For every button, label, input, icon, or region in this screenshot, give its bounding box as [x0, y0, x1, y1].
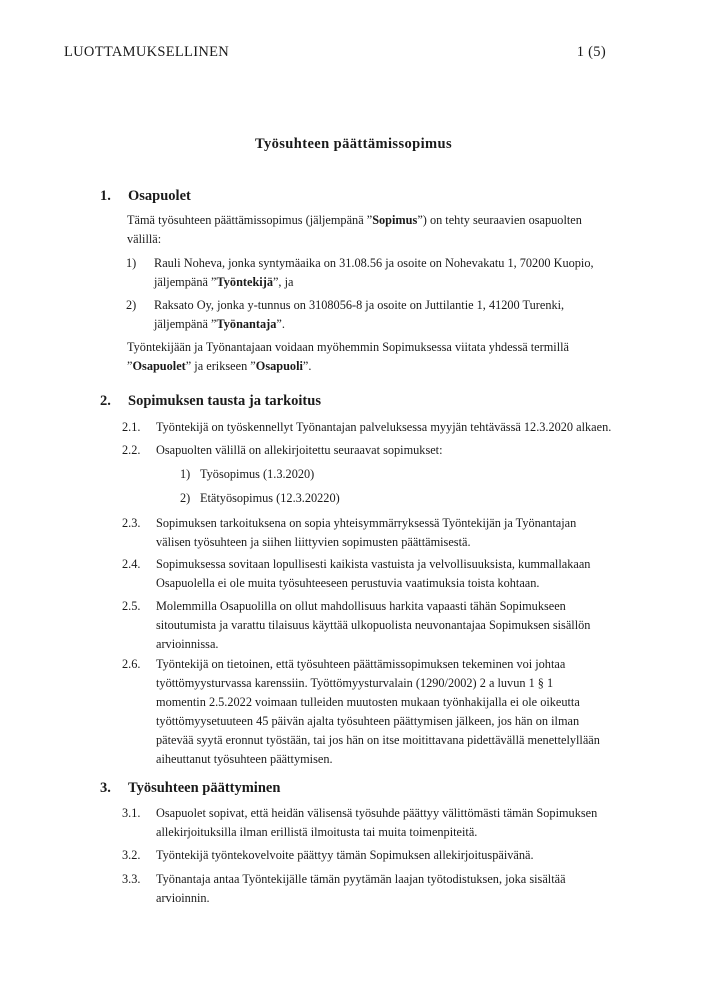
section-1-outro: Työntekijään ja Työnantajaan voidaan myöhemmin Sopimuksessa viitata yhdessä termillä ”Osapuolet” ja erikseen ”Osapuoli”.: [127, 340, 570, 373]
item-text: Osapuolet sopivat, että heidän välisensä työsuhde päättyy välittömästi tämän Sopimuksen allekirjoituksilla ilman erillistä ilmoitusta tai muita toimenpiteitä.: [156, 806, 598, 839]
section-number: 3.: [100, 780, 111, 796]
party-number: 2): [126, 298, 137, 312]
item-number: 3.2.: [122, 848, 141, 862]
sub-item-number: 2): [180, 491, 191, 505]
section-title: Työsuhteen päättyminen: [128, 780, 281, 796]
section-1-intro: Tämä työsuhteen päättämissopimus (jäljempänä ”Sopimus”) on tehty seuraavien osapuolten välillä:: [127, 213, 582, 246]
header-left: LUOTTAMUKSELLINEN: [64, 44, 230, 60]
item-text: Sopimuksessa sovitaan lopullisesti kaikista vastuista ja velvollisuuksista, kummallakaan Osapuolella ei ole muita työsuhteeseen perustuvia vaatimuksia toista kohtaan.: [156, 557, 591, 590]
party-text: Raksato Oy, jonka y-tunnus on 3108056-8 ja osoite on Juttilantie 1, 41200 Turenki, jäljempänä ”Työnantaja”.: [154, 298, 565, 331]
section-title: Sopimuksen tausta ja tarkoitus: [128, 393, 321, 409]
item-text: Molemmilla Osapuolilla on ollut mahdollisuus harkita vapaasti tähän Sopimukseen sitoutumista ja varattu tilaisuus käyttää ulkopuolista neuvonantajaa Sopimuksen sisällön arvioinnissa.: [156, 599, 591, 651]
item-number: 2.2.: [122, 443, 141, 457]
party-number: 1): [126, 256, 137, 270]
item-number: 2.6.: [122, 657, 141, 671]
sub-item-text: Työsopimus (1.3.2020): [200, 467, 315, 481]
item-text: Työntekijä on työskennellyt Työnantajan palveluksessa myyjän tehtävässä 12.3.2020 alkaen.: [156, 420, 612, 434]
sub-item-text: Etätyösopimus (12.3.20220): [200, 491, 340, 505]
item-number: 3.1.: [122, 806, 141, 820]
item-number: 2.3.: [122, 516, 141, 530]
sub-item-number: 1): [180, 467, 191, 481]
section-number: 1.: [100, 188, 111, 204]
section-number: 2.: [100, 393, 111, 409]
item-number: 2.4.: [122, 557, 141, 571]
page-number: 1 (5): [576, 44, 606, 60]
item-text: Työntekijä on tietoinen, että työsuhteen päättämissopimuksen tekeminen voi johtaa työttömyysturvassa karenssiin. Työttömyysturvalain (1290/2002) 2 a luvun 1 § 1 momentin 2.5.2022 voimaan tulleiden muutosten mukaan työnhakijalla ei ole oikeutta työttömyysetuuteen 45 päivän ajalta työsuhteen päättymisen jälkeen, jos hän on ilman pätevää syytä eronnut työstään, tai jos hän on itse moitittavana pidettävällä menettelyllään aiheuttanut työsuhteen päättymisen.: [156, 657, 600, 766]
item-text: Työntekijä työntekovelvoite päättyy tämän Sopimuksen allekirjoituspäivänä.: [156, 848, 534, 862]
item-text: Osapuolten välillä on allekirjoitettu seuraavat sopimukset:: [156, 443, 443, 457]
item-number: 2.5.: [122, 599, 141, 613]
section-title: Osapuolet: [128, 188, 191, 204]
item-text: Työnantaja antaa Työntekijälle tämän pyytämän laajan työtodistuksen, joka sisältää arvioinnin.: [156, 872, 566, 905]
document-title: Työsuhteen päättämissopimus: [254, 136, 453, 152]
item-text: Sopimuksen tarkoituksena on sopia yhteisymmärryksessä Työntekijän ja Työnantajan välisen työsuhteen ja siihen liittyvien sopimusten päättämisestä.: [156, 516, 577, 549]
item-number: 3.3.: [122, 872, 141, 886]
item-number: 2.1.: [122, 420, 141, 434]
party-text: Rauli Noheva, jonka syntymäaika on 31.08.56 ja osoite on Nohevakatu 1, 70200 Kuopio, jäljempänä ”Työntekijä”, ja: [154, 256, 594, 289]
